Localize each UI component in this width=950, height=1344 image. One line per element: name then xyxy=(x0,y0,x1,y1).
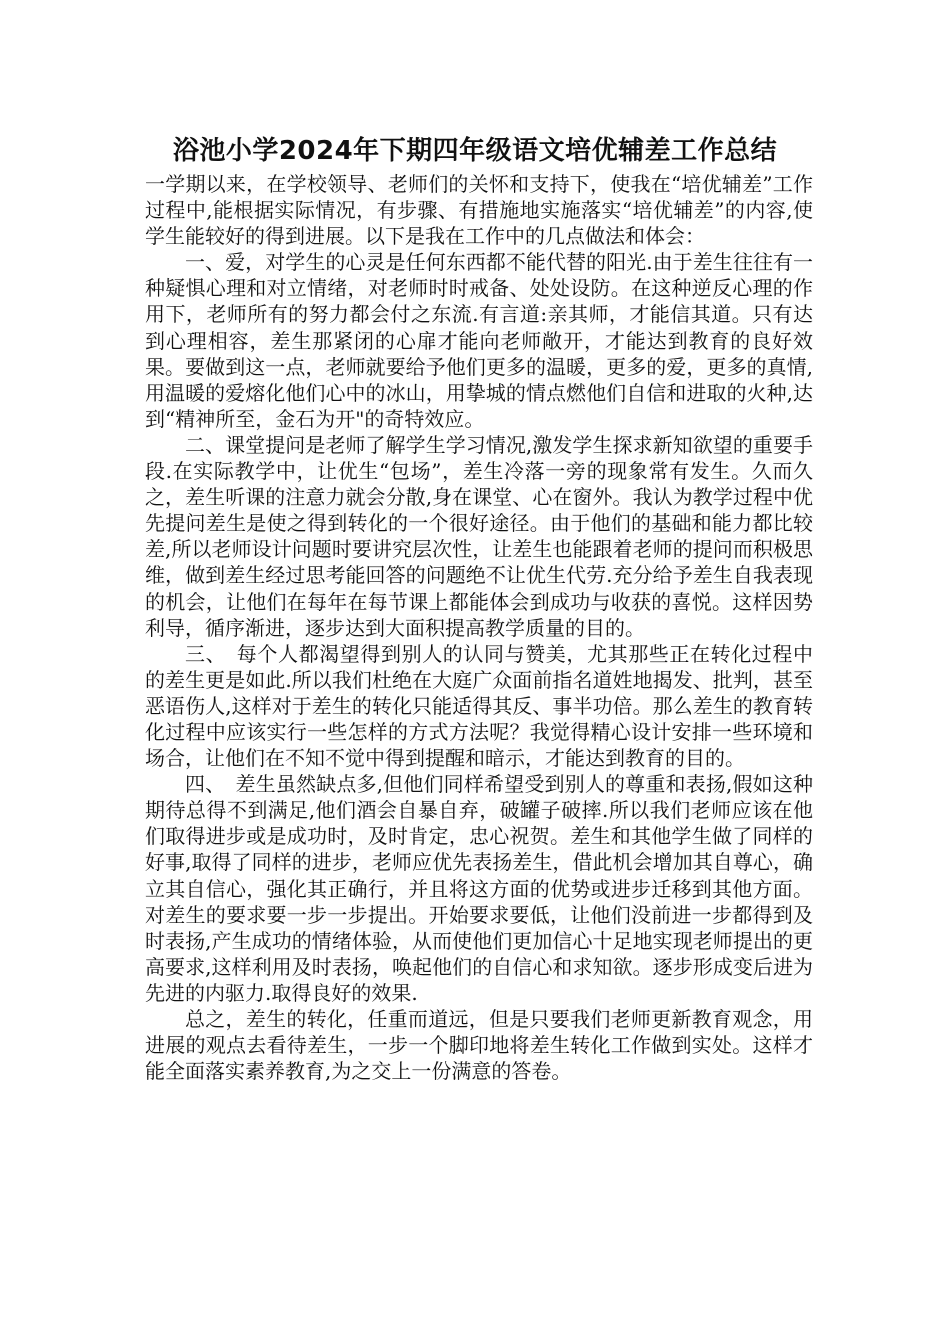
paragraph-3: 三、 每个人都渴望得到别人的认同与赞美，尤其那些正在转化过程中的差生更是如此.所以我们杜绝在大庭广众面前指名道姓地揭发、批判，甚至恶语伤人,这样对于差生的转化只能适得其反、事半功倍。那么差生的教育转化过程中应该实行一些怎样的方式方法呢？我觉得精心设计安排一些环境和场合，让他们在不知不觉中得到提醒和暗示，才能达到教育的目的。 xyxy=(145,641,813,771)
paragraph-2: 二、课堂提问是老师了解学生学习情况,激发学生探求新知欲望的重要手段.在实际教学中，让优生“包场”，差生冷落一旁的现象常有发生。久而久之，差生听课的注意力就会分散,身在课堂、心在窗外。我认为教学过程中优先提问差生是使之得到转化的一个很好途径。由于他们的基础和能力都比较差,所以老师设计问题时要讲究层次性，让差生也能跟着老师的提问而积极思维，做到差生经过思考能回答的问题绝不让优生代劳.充分给予差生自我表现的机会，让他们在每年在每节课上都能体会到成功与收获的喜悦。这样因势利导，循序渐进，逐步达到大面积提高教学质量的目的。 xyxy=(145,432,813,640)
paragraph-conclusion: 总之，差生的转化，任重而道远，但是只要我们老师更新教育观念，用进展的观点去看待差生，一步一个脚印地将差生转化工作做到实处。这样才能全面落实素养教育,为之交上一份满意的答卷。 xyxy=(145,1007,813,1084)
document-title: 浴池小学2024年下期四年级语文培优辅差工作总结 xyxy=(172,136,778,166)
document-body xyxy=(145,171,813,1084)
paragraph-intro: 一学期以来，在学校领导、老师们的关怀和支持下，使我在“培优辅差”工作过程中,能根据实际情况，有步骤、有措施地实施落实“培优辅差”的内容,使学生能较好的得到进展。以下是我在工作中的几点做法和体会： xyxy=(145,172,813,249)
paragraph-4: 四、 差生虽然缺点多,但他们同样希望受到别人的尊重和表扬,假如这种期待总得不到满足,他们酒会自暴自弃，破罐子破摔.所以我们老师应该在他们取得进步或是成功时，及时肯定，忠心祝贺。差生和其他学生做了同样的好事,取得了同样的进步，老师应优先表扬差生，借此机会增加其自尊心，确立其自信心，强化其正确行，并且将这方面的优势或进步迁移到其他方面。对差生的要求要一步一步提出。开始要求要低，让他们没前进一步都得到及时表扬,产生成功的情绪体验，从而使他们更加信心十足地实现老师提出的更高要求,这样利用及时表扬，唤起他们的自信心和求知欲。逐步形成变后进为先进的内驱力.取得良好的效果. xyxy=(145,772,813,1005)
paragraph-1: 一、爱，对学生的心灵是任何东西都不能代替的阳光.由于差生往往有一种疑惧心理和对立情绪，对老师时时戒备、处处设防。在这种逆反心理的作用下，老师所有的努力都会付之东流.有言道:亲其师，才能信其道。只有达到心理相容，差生那紧闭的心扉才能向老师敞开，才能达到教育的良好效果。要做到这一点，老师就要给予他们更多的温暖，更多的爱，更多的真情,用温暖的爱熔化他们心中的冰山，用挚城的情点燃他们自信和进取的火种,达到“精神所至，金石为开"的奇特效应。 xyxy=(145,250,813,431)
